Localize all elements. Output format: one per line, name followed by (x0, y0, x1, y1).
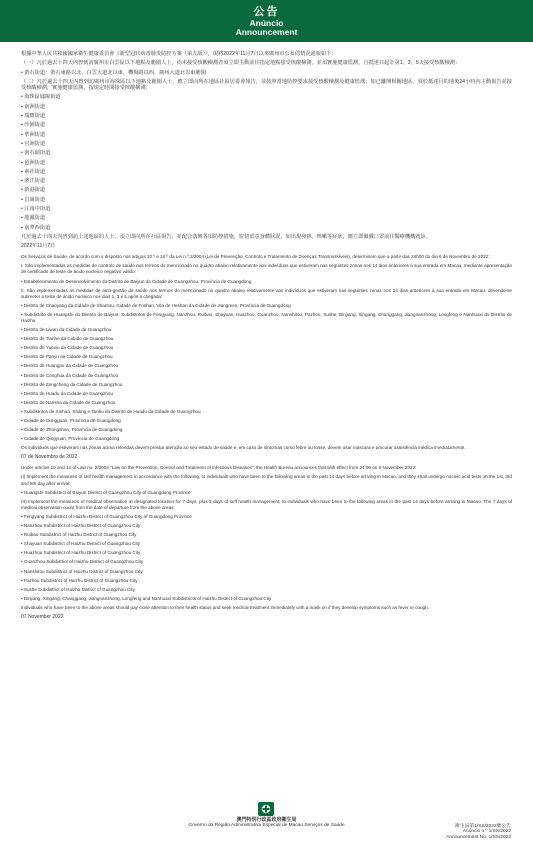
portuguese-item: • Distrito de Chaoyang da Cidade de Shantou, Cidade de Foshan, Vila de Heshan da Cidade de Jiangmen, Província de Guangdong (21, 302, 291, 308)
title-chinese: 公告 (253, 5, 280, 18)
portuguese-intro: Os Serviços de Saúde, de acordo com o disposto nos artigos 10.º e 14.º da Lei n.º 2/2004 (Lei de Prevenção, Controlo e Tratamento de Doenças Transmissíveis), determinam que a partir das 24h00 do dia 6 de Novembro de 2022: (21, 254, 490, 260)
english-item: (I) Implement the measures of self health management in accordance with the following, to individuals who have been to the following areas in the past 14 days before arriving in Macao, and they shall undergo nucleic acid tests on the 1st, 3rd and 5th day after arrival: (21, 474, 512, 486)
organization-name-chinese: 澳門特別行政區政府衛生局 (236, 817, 297, 823)
chinese-item: （一）凡於過去十四天內曾到訪廣州市白雲區以下地點及範圍人士，尚未接受核酸檢測者須立即主動前往指定地點接受核酸檢測，並須實施健康監測，自抵達日起計第1、3、5天接受核酸檢測： (21, 60, 461, 67)
english-date: 07 November 2022 (21, 613, 64, 620)
chinese-item: • 南華西街道 (21, 224, 51, 231)
title-english: Announcement (235, 27, 298, 37)
health-bureau-logo-icon (256, 800, 276, 818)
chinese-item: • 黃石街道：黃石東路以北、白雲大道北以東、機場路以西、廣州大道北以東範圍 (21, 69, 206, 76)
portuguese-item: • Cidade de Zhongshan, Província de Guangdong (21, 427, 123, 433)
reference-english: Announcement No. 1/SS/2022 (446, 834, 511, 840)
chinese-section (21, 51, 512, 249)
portuguese-item: • Distrito de Huangpu da Cidade de Guangzhou (21, 363, 119, 369)
chinese-item: • 江南中街道 (21, 206, 51, 213)
english-item: • Pazhou Subdistrict of Haizhu District of Guangzhou City (21, 577, 138, 583)
chinese-item: • 官洲街道 (21, 140, 46, 147)
portuguese-item: • Distrito de Yuexiu da Cidade de Guangzhou (21, 345, 114, 351)
portuguese-item: II. São implementadas as medidas de auto-gestão de saúde nos termos do mencionado no quadro abaixo relativamente aos indivíduos que estiveram nas seguintes zonas nos 14 dias anteriores à sua entrada em Macau, devendo-se submeter a teste de ácido nucleico nos dias 1, 3 e 5 após a chegada: (21, 287, 512, 299)
chinese-item: • 龍鳳街道 (21, 215, 46, 222)
chinese-item: • 濱江街道 (21, 178, 46, 185)
portuguese-item: • Distrito de Zengcheng da Cidade de Guangzhou (21, 381, 123, 387)
english-item: • Nanzhou Subdistrict of Haizhu District of Guangzhou City (21, 523, 141, 529)
announcement-body (0, 42, 533, 620)
english-intro: Under articles 10 and 14 of Law no. 2/2004 "Law on the Prevention, Control and Treatment of Infectious Diseases", the Health Bureau announces that with effect from 24:00 on 6 November 2022: (21, 465, 417, 471)
english-item: Individuals who have been to the above areas should pay close attention to their health status and seek medical treatment immediately with a mask on if they develop symptoms such as fever or cough. (21, 604, 430, 610)
chinese-item: • 沙園街道 (21, 122, 46, 129)
english-item: • Shayuan Subdistrict of Haizhu District of Guangzhou City (21, 541, 141, 547)
english-item: • Fengyang Subdistrict of Haizhu District of Guangzhou City of Guangdong Province (21, 513, 192, 519)
portuguese-item: • Distrito de Liwan da Cidade de Guangzhou (21, 327, 112, 333)
chinese-item: 凡於過去十四天內曾到訪上述地區的人士，須立即向所在社區報告，並配合落實各項防控措施，密切留意身體狀況，如出現發熱、咳嗽等症狀，應立即佩戴口罩前往醫療機構就診。 (21, 233, 431, 240)
reference-portuguese: Anúncio n.º 1/SS/2022 (462, 829, 511, 835)
portuguese-item: • Subdistritos de Xinhua, Shiling e Tanbu do Distrito de Huadu da Cidade de Guangzhou (21, 408, 201, 414)
portuguese-item: • Distrito de Tianhe da Cidade de Guangzhou (21, 336, 114, 342)
announcement-footer (0, 800, 533, 852)
english-section (21, 465, 512, 620)
portuguese-item: • Distrito de Huadu da Cidade de Guangzhou (21, 390, 114, 396)
portuguese-item: • Estabelecimento de Desenvolvimento do Distrito de Baiyun da Cidade de Guangzhou, Província de Guangdong (21, 278, 252, 284)
chinese-item: • 南洲街道 (21, 103, 46, 110)
reference-numbers (446, 824, 511, 840)
portuguese-item: • Subdistrito de Huangshi do Distrito de Baiyun; Subdistritos de Fengyang, Nanzhou, Ruibao, Shayuan, Huazhou, Guanzhou, Nanshitou, Pazhou, Sushe, Binjiang, Xingang, Changgang, Jiangnanzhong, Longfeng e Nanhuaxi do Distrito de Haizhu (21, 311, 512, 323)
portuguese-section (21, 254, 512, 460)
chinese-item: • 素社街道 (21, 168, 46, 175)
chinese-item: （二）凡於過去十四天內曾到訪廣州市海珠區以下地點及範圍人士，應立即向所在地區社區居委會報告，並按照當地防控要求接受核酸檢測及健康監測；如已離開相關地區，須於抵達目的地後24小時內主動報告並接受核酸檢測，實施健康監測，按規定時間接受核酸檢測： (21, 78, 512, 92)
portuguese-item: Os indivíduos que estiveram nas zonas acima referidas devem prestar atenção ao seu estado de saúde e, em caso de sintomas como febre ou tosse, devem usar máscara e procurar assistência médica imediatamente. (21, 445, 466, 451)
announcement-header (0, 0, 533, 42)
portuguese-item: • Distrito de Nansha da Cidade de Guangzhou (21, 399, 116, 405)
chinese-intro: 根據中華人民共和國國家衛生健康委員會《新型冠狀病毒肺炎防控方案（第九版）》，現將2022年11月7日以來廣州市公布的情況通報如下： (21, 51, 337, 57)
portuguese-item: • Cidade de Qingyuan, Província de Guangdong (21, 436, 120, 442)
portuguese-item: • Cidade de Dongguan, Província de Guangdong (21, 418, 121, 424)
english-item: • Nanshitou Subdistrict of Haizhu District of Guangzhou City (21, 568, 143, 574)
english-item: (II) Implement the measures of medical observation at designated location for 7 days, plus 3 days of self health management, to individuals who have been to the following areas in the past 14 days before arriving in Macao. The 7 days of medical observation count from the date of departure from the above areas: (21, 498, 512, 510)
english-item: • Huazhou Subdistrict of Haizhu District of Guangzhou City (21, 550, 141, 556)
english-item: • Huangshi Subdistrict of Baiyun District of Guangzhou City of Guangdong Province (21, 489, 191, 495)
organization-name-portuguese: Governo da Região Administrativa Especial de Macau Serviços de Saúde (188, 823, 345, 828)
title-portuguese: Anúncio (249, 18, 284, 28)
portuguese-item: I. São implementadas as medidas de controlo de saúde nos termos do mencionado no quadro abaixo relativamente aos indivíduos que estiveram nas seguintes zonas nos 14 dias anteriores à sua entrada em Macau, mediante apresentação de certificado de teste de ácido nucleico negativo válido: (21, 263, 512, 275)
chinese-item: • 華洲街道 (21, 131, 46, 138)
reference-chinese: 衛生局第1/SS/2022號公告 (455, 824, 511, 829)
english-item: • Ruibao Subdistrict of Haizhu District of Guangzhou City (21, 532, 137, 538)
chinese-item: • 海珠區鳳陽街道 (21, 94, 61, 101)
english-item: • Sushe Subdistrict of Haizhu District of Guangzhou City (21, 586, 135, 592)
chinese-item: • 瑞寶街道 (21, 113, 46, 120)
portuguese-date: 07 de Novembro de 2022 (21, 454, 78, 461)
chinese-item: • 琶洲街道 (21, 159, 46, 166)
portuguese-item: • Distrito de Conghua da Cidade de Guangzhou (21, 372, 119, 378)
english-item: • Guanzhou Subdistrict of Haizhu District of Guangzhou City (21, 559, 144, 565)
chinese-date: 2022年11月7日 (21, 243, 56, 250)
portuguese-item: • Distrito de Panyu da Cidade de Guangzhou (21, 354, 113, 360)
english-item: • Binjiang, Xingang, Changgang, Jiangnanzhong, Longfeng and Nanhuaxi Subdistricts of Haizhu District of Guangzhou City (21, 595, 272, 601)
chinese-item: • 昌崗街道 (21, 196, 46, 203)
chinese-item: • 南石頭街道 (21, 150, 51, 157)
chinese-item: • 新港街道 (21, 187, 46, 194)
